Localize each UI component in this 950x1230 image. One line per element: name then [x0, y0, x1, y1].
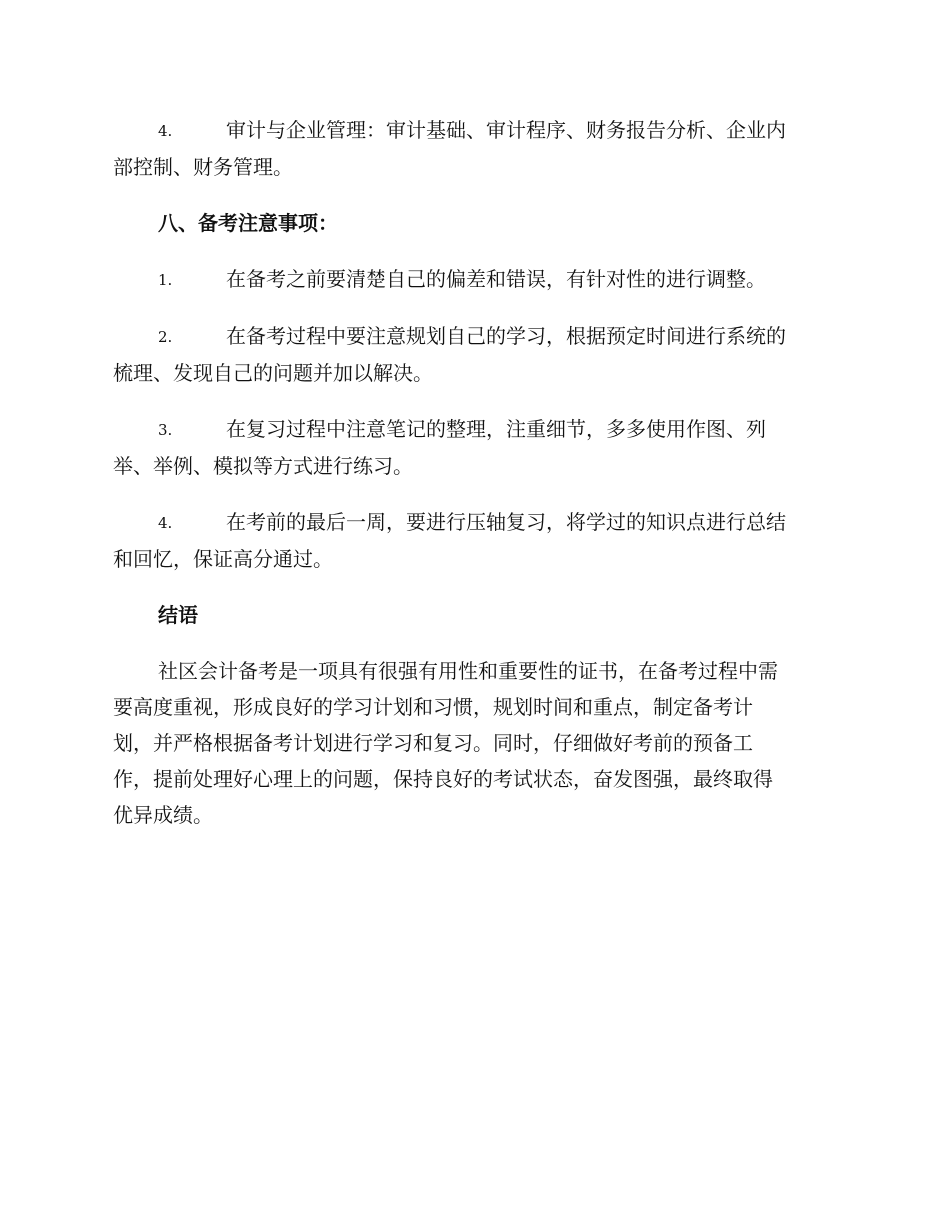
list-item-first-line [113, 112, 835, 149]
list-item [113, 261, 835, 298]
conclusion-heading: 结语 [158, 603, 198, 627]
list-item-text: 在备考之前要清楚自己的偏差和错误，有针对性的进行调整。 [226, 267, 766, 291]
list-item [113, 318, 835, 391]
list-item-first-line [113, 411, 835, 448]
list-item-number: 1. [158, 271, 173, 289]
list-item [113, 411, 835, 484]
list-item-number: 4. [158, 122, 173, 140]
list-item-first-line [113, 504, 835, 541]
conclusion-line: 社区会计备考是一项具有很强有用性和重要性的证书，在备考过程中需 [158, 659, 778, 683]
list-item-text: 在复习过程中注意笔记的整理，注重细节，多多使用作图、列 [226, 417, 766, 441]
list-item-continuation: 和回忆，保证高分通过。 [113, 547, 333, 571]
list-item-number: 4. [158, 514, 173, 532]
list-item-continuation: 梳理、发现自己的问题并加以解决。 [113, 361, 433, 385]
list-item-first-line [113, 318, 835, 355]
conclusion-line: 划，并严格根据备考计划进行学习和复习。同时，仔细做好考前的预备工 [113, 731, 753, 755]
section-heading: 八、备考注意事项： [158, 211, 338, 235]
list-item-number: 3. [158, 421, 173, 439]
conclusion-line: 优异成绩。 [113, 803, 213, 827]
list-item-audit [113, 112, 835, 185]
conclusion-line: 要高度重视，形成良好的学习计划和习惯，规划时间和重点，制定备考计 [113, 695, 753, 719]
list-item-continuation: 部控制、财务管理。 [113, 155, 293, 179]
document-content [113, 112, 835, 833]
list-item-text: 在考前的最后一周，要进行压轴复习，将学过的知识点进行总结 [226, 510, 786, 534]
list-item-continuation: 举、举例、模拟等方式进行练习。 [113, 454, 413, 478]
list-item-first-line [113, 261, 835, 298]
conclusion-line: 作，提前处理好心理上的问题，保持良好的考试状态，奋发图强，最终取得 [113, 767, 773, 791]
list-item-number: 2. [158, 328, 173, 346]
list-item-text: 审计与企业管理：审计基础、审计程序、财务报告分析、企业内 [226, 118, 786, 142]
conclusion-paragraph [113, 653, 835, 833]
list-item [113, 504, 835, 577]
list-item-text: 在备考过程中要注意规划自己的学习，根据预定时间进行系统的 [226, 324, 786, 348]
